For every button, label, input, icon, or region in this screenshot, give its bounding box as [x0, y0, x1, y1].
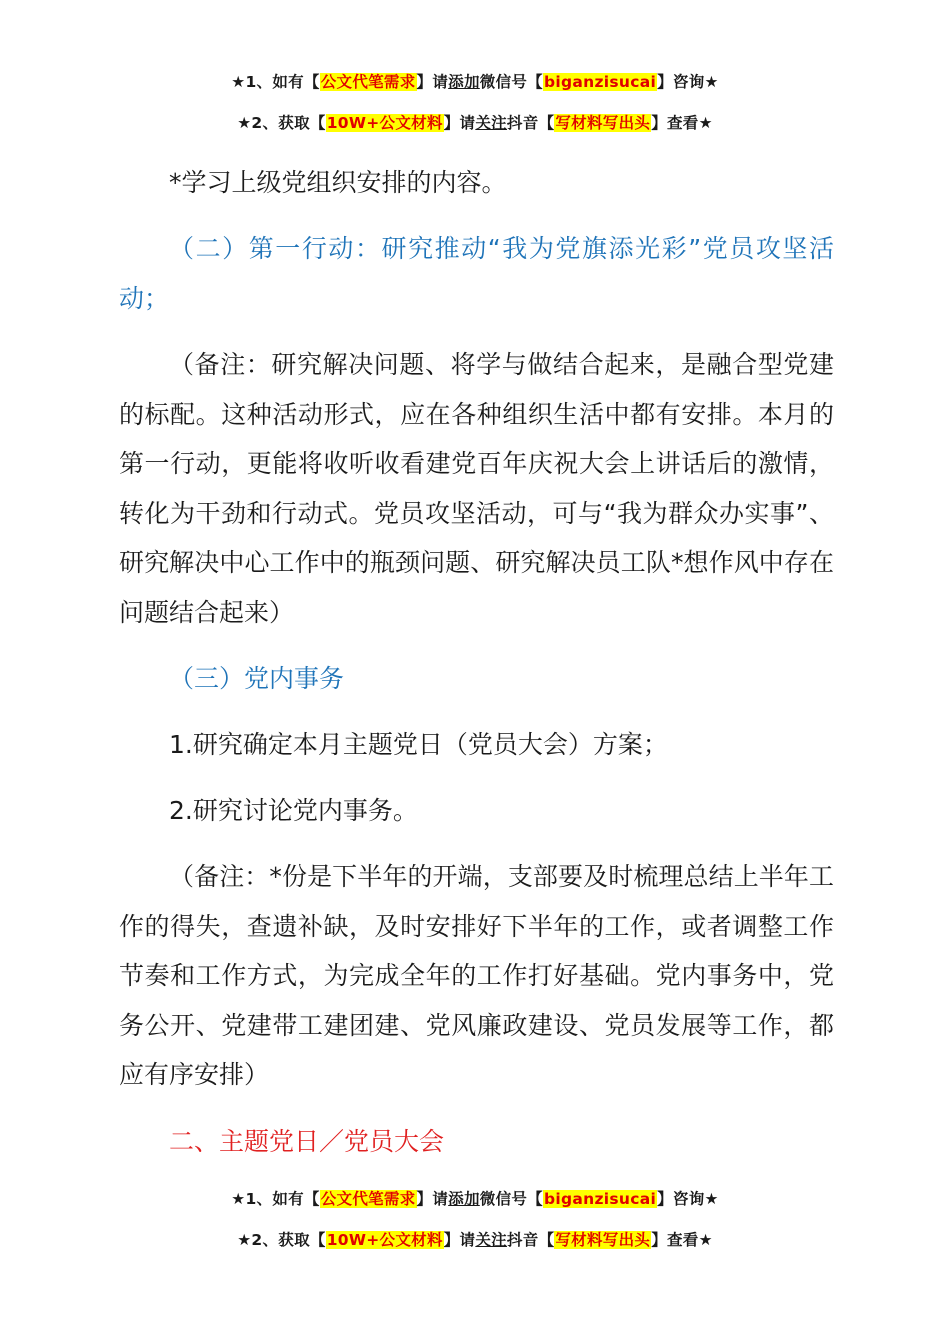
banner-text: 】请 — [443, 114, 476, 132]
banner-text: ★2、获取【 — [237, 114, 326, 132]
banner-text: ★2、获取【 — [237, 1231, 326, 1249]
banner-text: 抖音【 — [506, 114, 555, 132]
paragraph-study: *学习上级党组织安排的内容。 — [169, 168, 507, 197]
paragraph-note-2: （备注：*份是下半年的开端，支部要及时梳理总结上半年工作的得失，查遗补缺，及时安排好下半年的工作，或者调整工作节奏和工作方式，为完成全年的工作打好基础。党内事务中，党务公开、党建带工建团建、党风廉政建设、党员发展等工作，都应有序安排） — [119, 862, 834, 1089]
top-banner-line-1 — [0, 70, 950, 92]
banner-text: 】咨询★ — [657, 1190, 719, 1208]
list-item-2: 2.研究讨论党内事务。 — [169, 796, 418, 825]
top-banner-line-2 — [0, 111, 950, 133]
banner-text: 】请 — [443, 1231, 476, 1249]
banner-highlight: biganzisucai — [543, 1190, 657, 1208]
section-heading: 二、主题党日／党员大会 — [169, 1127, 445, 1156]
banner-highlight: 写材料写出头 — [555, 114, 651, 132]
banner-text: 】请 — [416, 1190, 449, 1208]
paragraph-note-1: （备注：研究解决问题、将学与做结合起来，是融合型党建的标配。这种活动形式，应在各种组织生活中都有安排。本月的第一行动，更能将收听收看建党百年庆祝大会上讲话后的激情，转化为干劲和行动式。党员攻坚活动，可与“我为群众办实事”、研究解决中心工作中的瓶颈问题、研究解决员工队*想作风中存在问题结合起来） — [119, 350, 834, 627]
heading-first-action: （二）第一行动：研究推动“我为党旗添光彩”党员攻坚活动； — [119, 234, 834, 313]
banner-text: 】咨询★ — [657, 73, 719, 91]
banner-underline: 关注 — [475, 114, 507, 132]
banner-underline: 添加 — [448, 73, 480, 91]
banner-highlight: 公文代笔需求 — [320, 1190, 416, 1208]
banner-text: 】查看★ — [651, 1231, 713, 1249]
banner-highlight: 10W+公文材料 — [326, 1231, 443, 1249]
banner-text: 】请 — [416, 73, 449, 91]
banner-text: ★1、如有【 — [231, 73, 320, 91]
banner-text: ★1、如有【 — [231, 1190, 320, 1208]
banner-text: 】查看★ — [651, 114, 713, 132]
banner-highlight: 公文代笔需求 — [320, 73, 416, 91]
banner-highlight: 写材料写出头 — [555, 1231, 651, 1249]
banner-highlight: biganzisucai — [543, 73, 657, 91]
banner-text: 微信号【 — [479, 1190, 543, 1208]
bottom-banner-line-1 — [0, 1187, 950, 1209]
banner-text: 微信号【 — [479, 73, 543, 91]
banner-text: 抖音【 — [506, 1231, 555, 1249]
banner-highlight: 10W+公文材料 — [326, 114, 443, 132]
heading-party-affairs: （三）党内事务 — [169, 664, 345, 693]
banner-underline: 添加 — [448, 1190, 480, 1208]
bottom-banner-line-2 — [0, 1228, 950, 1250]
banner-underline: 关注 — [475, 1231, 507, 1249]
list-item-1: 1.研究确定本月主题党日（党员大会）方案； — [169, 730, 668, 759]
